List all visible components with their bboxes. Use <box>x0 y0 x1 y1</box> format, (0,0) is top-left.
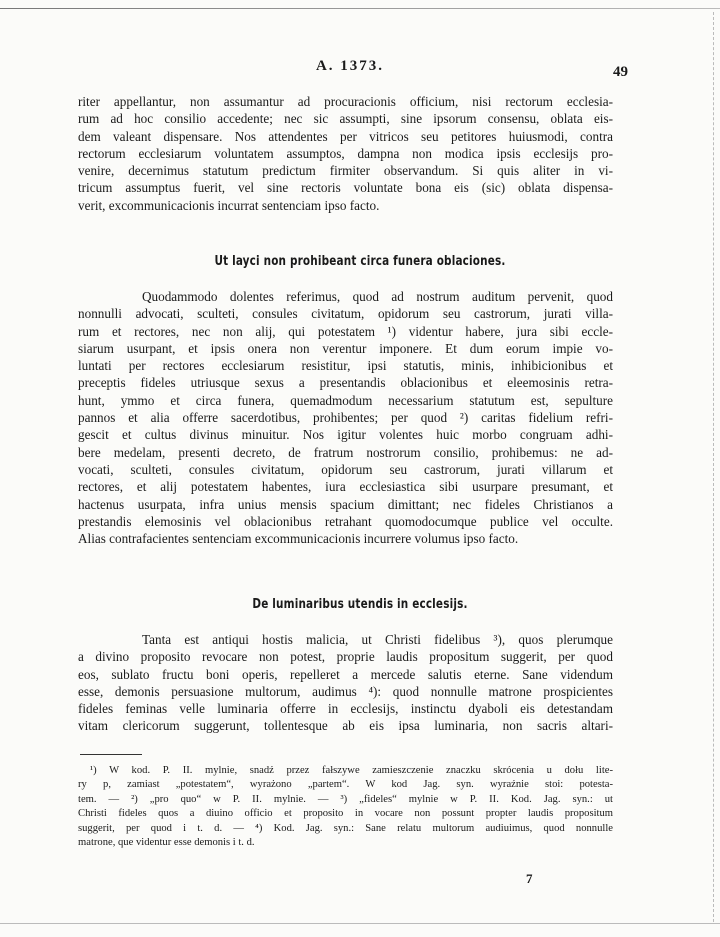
text-line: preceptis fideles utriusque sexus a presentandis oblacionibus et eleemosinis retra- <box>78 375 613 391</box>
text-line: Tanta est antiqui hostis malicia, ut Christi fidelibus ³), quos plerumque <box>142 632 613 647</box>
scan-edge-top <box>0 8 720 9</box>
text-line: dem valeant dispensare. Nos attendentes per vitricos seu petitores huiusmodi, contra <box>78 128 613 144</box>
text-line: hactenus usurpata, infra unius mensis spacium dimittant; nec fideles Christianos a <box>78 496 613 512</box>
footnote-line: suggerit, per quod i t. d. — ⁴) Kod. Jag. syn.: Sane relatu multorum audiuimus, quod nonnulle <box>78 822 613 834</box>
text-line: fideles feminas velle luminaria offerre in ecclesijs, instinctu dyaboli eis detestandam <box>78 701 613 717</box>
text-line: nonnulli advocati, sculteti, consules civitatum, opidorum seu castrorum, jurati villa- <box>78 306 613 322</box>
text-line: prestandis elemosinis vel oblacionibus retrahant quomodocumque publice vel occulte. <box>78 513 613 529</box>
text-line: Quodammodo dolentes referimus, quod ad nostrum auditum pervenit, quod <box>142 289 613 304</box>
text-line: rum ad hoc consilio accedente; nec sic assumpti, sine ipsorum consensu, oblata eis- <box>78 111 613 127</box>
text-line: pannos et alia offerre sacerdotibus, prohibentes; per quod ²) caritas fidelium refri- <box>78 410 613 426</box>
section-2-text <box>78 288 613 547</box>
scan-edge-right <box>712 12 714 922</box>
text-line: gescit et cultus divinus minuitur. Nos igitur volentes huic morbo congruam adhi- <box>78 427 613 443</box>
text-line: eos, sublato fructu boni operis, repelleret a mercede salutis eterne. Sane videndum <box>78 666 613 682</box>
text-line: Alias contrafacientes sentenciam excommunicacionis incurrere volumus ipso facto. <box>78 531 519 547</box>
footnote-line: ry p, zamiast „potestatem“, wyrażono „partem“. W kod Jag. syn. wyraźnie stoi: potesta- <box>78 779 613 791</box>
text-line: hunt, ymmo et circa funera, quemadmodum necessarium statutum est, sepulture <box>78 392 613 408</box>
text-line: vocati, sculteti, consules civitatum, opidorum seu castrorum, jurati villarum et <box>78 461 613 477</box>
signature-mark: 7 <box>526 871 533 886</box>
footnote-line: matrone, que videntur esse demonis i t. d. <box>78 837 255 849</box>
text-line: bere medelam, presenti decreto, de fratrum nostrorum consilio, prohibemus: ne ad- <box>78 444 613 460</box>
section-heading-1: Ut layci non prohibeant circa funera oblaciones. <box>214 253 506 269</box>
section-heading-2: De luminaribus utendis in ecclesijs. <box>252 596 468 612</box>
footnote-line: Christi fideles quos a diuino officio et proposito in vocare non possunt propter laudis propositum <box>78 808 613 820</box>
text-line: tricum assumptus fuerit, vel sine rectoris voluntate bona eis (sic) oblata dispensa- <box>78 180 613 196</box>
header-year: A. 1373. <box>315 58 385 74</box>
text-line: luntati per rectores ecclesiarum resistitur, ipsi statutis, minis, inhibicionibus et <box>78 358 613 374</box>
text-line: siarum usurpant, et ipsis onera non verentur imponere. Et dum eorum impie vo- <box>78 340 613 356</box>
text-line: rectores, et alij potestatem habentes, iura ecclesiastica sibi usurpare presumant, et <box>78 479 613 495</box>
section-1-text <box>78 93 613 214</box>
footnote-rule <box>80 754 142 755</box>
footnote-line: ¹) W kod. P. II. mylnie, snadź przez fałszywe zamieszczenie znaczku skrócenia u dołu lite- <box>90 765 613 776</box>
text-line: a divino proposito revocare non potest, proprie laudis propositum suggerit, per quod <box>78 649 613 665</box>
text-line: esse, demonis persuasione multorum, audimus ⁴): quod nonnulle matrone prospicientes <box>78 683 613 699</box>
scan-edge-bottom <box>0 923 720 924</box>
running-header <box>70 58 630 82</box>
text-line: venire, decernimus statutum predictum firmiter observandum. Si quis aliter in vi- <box>78 163 613 179</box>
text-line: rectorum ecclesiarum voluntatem assumptos, dampna non modica ipsis ecclesijs pro- <box>78 145 613 161</box>
page-number: 49 <box>613 64 628 80</box>
footnotes <box>78 764 613 850</box>
text-line: riter appellantur, non assumantur ad procuracionis officium, nisi rectorum ecclesia- <box>78 94 613 109</box>
text-line: rum et rectores, nec non alij, qui potestatem ¹) videntur habere, jura sibi eccle- <box>78 323 613 339</box>
text-line: vitam clericorum suggerunt, tollentesque ab eis ipsa luminaria, non sacris altari- <box>78 718 613 734</box>
text-line: verit, excommunicacionis incurrat sentenciam ipso facto. <box>78 197 380 213</box>
section-3-text <box>78 631 613 735</box>
footnote-line: tem. — ²) „pro quo“ w P. II. mylnie. — ³) „fideles“ mylnie w P. II. Kod. Jag. syn.: ut <box>78 793 613 805</box>
